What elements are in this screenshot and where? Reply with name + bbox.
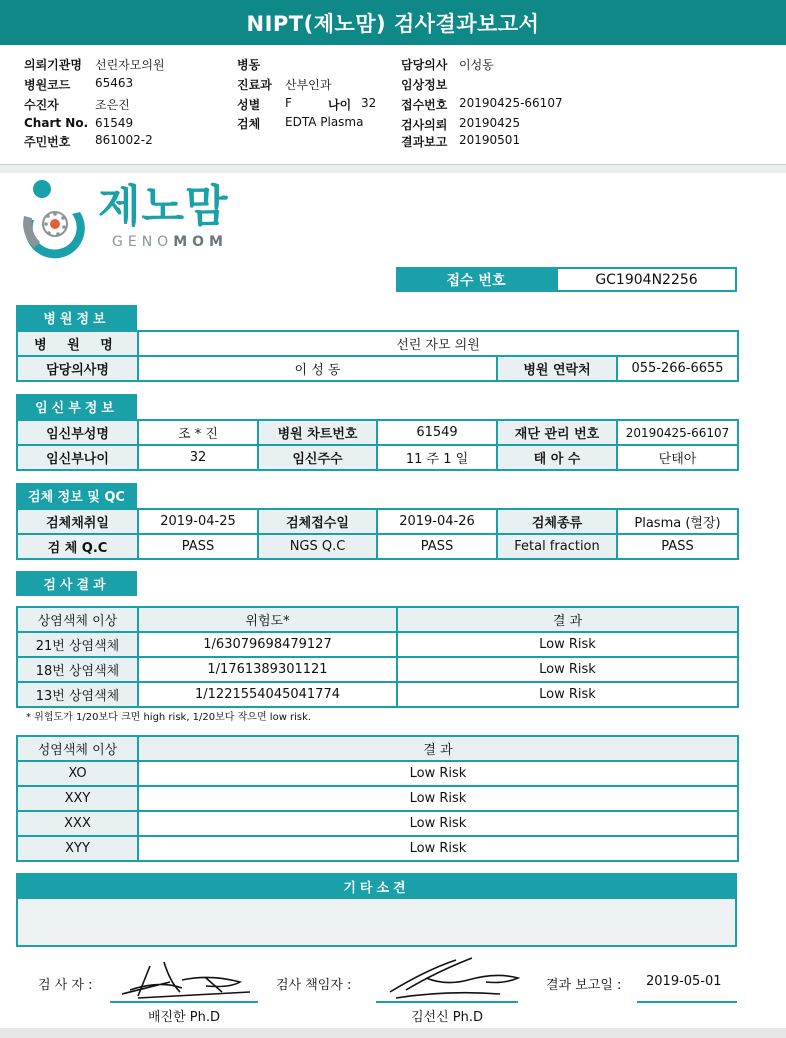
doctor-label: 담당의사명 <box>17 356 138 381</box>
section-other-findings: 기타소견 <box>16 873 737 899</box>
fetal-fraction-value: PASS <box>617 534 738 559</box>
risk-footnote: * 위험도가 1/20보다 크면 high risk, 1/20보다 작으면 low risk. <box>26 712 312 723</box>
page-bottom-bar <box>0 1028 786 1038</box>
result-value: Low Risk <box>138 811 738 836</box>
chromosome-label: 13번 상염색체 <box>17 682 138 707</box>
receipt-date-value: 2019-04-26 <box>377 509 497 534</box>
tester-label: 검 사 자 : <box>38 978 93 993</box>
risk-value: 1/1221554045041774 <box>138 682 397 707</box>
meta-label: 나이 <box>328 98 352 112</box>
logo-brand-korean <box>98 182 229 232</box>
meta-label: 성별 <box>237 98 261 112</box>
meta-value: F <box>285 96 292 110</box>
tester-signature-icon <box>110 952 260 1002</box>
result-value: Low Risk <box>138 761 738 786</box>
meta-value: EDTA Plasma <box>285 115 364 129</box>
table-row <box>17 445 738 470</box>
hospital-name-label: 병 원 명 <box>17 331 138 356</box>
logo-brand-text: 제노맘 <box>98 181 229 232</box>
management-number-label: 재단 관리 번호 <box>497 420 617 445</box>
fetal-fraction-label: Fetal fraction <box>497 534 617 559</box>
meta-value: 선린자모의원 <box>95 58 165 72</box>
hospital-info-table <box>16 330 739 382</box>
receipt-number-value: GC1904N2256 <box>556 267 737 292</box>
column-header: 위험도* <box>138 607 397 632</box>
meta-value: 산부인과 <box>285 78 332 92</box>
receipt-number-label: 접수 번호 <box>396 267 556 292</box>
table-row <box>17 761 738 786</box>
genomom-logo <box>20 176 280 260</box>
hospital-name-value: 선린 자모 의원 <box>138 331 738 356</box>
result-value: Low Risk <box>138 836 738 861</box>
meta-value: 20190425 <box>459 116 521 130</box>
meta-label: 병원코드 <box>24 78 71 92</box>
gestation-weeks-label: 임신주수 <box>258 445 377 470</box>
specimen-type-value: Plasma (혈장) <box>617 509 738 534</box>
chief-name: 김선신 Ph.D <box>410 1010 484 1025</box>
table-header-row <box>17 736 738 761</box>
sex-chromosome-label: XXX <box>17 811 138 836</box>
result-value: Low Risk <box>397 682 738 707</box>
hospital-contact-label: 병원 연락처 <box>497 356 617 381</box>
logo-brand-bold: MOM <box>173 234 228 250</box>
collection-date-value: 2019-04-25 <box>138 509 258 534</box>
chromosome-label: 18번 상염색체 <box>17 657 138 682</box>
table-row <box>17 534 738 559</box>
risk-value: 1/63079698479127 <box>138 632 397 657</box>
table-row <box>17 420 738 445</box>
meta-label: 접수번호 <box>401 98 448 112</box>
table-row <box>17 811 738 836</box>
meta-value: 조은진 <box>95 98 130 112</box>
management-number-value: 20190425-66107 <box>617 420 738 445</box>
logo-brand-english <box>112 234 228 250</box>
meta-value: 65463 <box>95 76 134 90</box>
receipt-date-label: 검체접수일 <box>258 509 377 534</box>
patient-meta-header <box>0 45 786 165</box>
meta-value: 32 <box>361 96 377 110</box>
meta-label: 검체 <box>237 117 261 131</box>
meta-label: 수진자 <box>24 98 59 112</box>
other-findings-body <box>16 899 737 947</box>
meta-label: 임상정보 <box>401 78 448 92</box>
specimen-type-label: 검체종류 <box>497 509 617 534</box>
table-row <box>17 632 738 657</box>
sex-chromosome-label: XXY <box>17 786 138 811</box>
result-value: Low Risk <box>397 657 738 682</box>
meta-value: 20190425-66107 <box>459 96 563 110</box>
chief-label: 검사 책임자 : <box>276 978 352 993</box>
specimen-qc-label: 검 체 Q.C <box>17 534 138 559</box>
report-title: NIPT(제노맘) 검사결과보고서 <box>0 0 786 45</box>
meta-value: 이성동 <box>459 58 494 72</box>
table-row <box>17 356 738 381</box>
table-row <box>17 657 738 682</box>
meta-label: 검사의뢰 <box>401 118 448 132</box>
chart-number-value: 61549 <box>377 420 497 445</box>
table-row <box>17 836 738 861</box>
risk-value: 1/1761389301121 <box>138 657 397 682</box>
chief-signature-icon <box>376 950 526 1002</box>
result-value: Low Risk <box>138 786 738 811</box>
collection-date-label: 검체채취일 <box>17 509 138 534</box>
autosome-results-table <box>16 606 739 708</box>
pregnant-name-value: 조 * 진 <box>138 420 258 445</box>
chromosome-label: 21번 상염색체 <box>17 632 138 657</box>
pregnant-name-label: 임신부성명 <box>17 420 138 445</box>
meta-label: 결과보고 <box>401 135 448 149</box>
sex-chromosome-label: XYY <box>17 836 138 861</box>
column-header: 결 과 <box>138 736 738 761</box>
section-test-results: 검사결과 <box>16 571 137 596</box>
sex-chromosome-label: XO <box>17 761 138 786</box>
table-row <box>17 786 738 811</box>
table-header-row <box>17 607 738 632</box>
doctor-value: 이 성 동 <box>138 356 497 381</box>
column-header: 상염색체 이상 <box>17 607 138 632</box>
section-specimen-qc: 검체 정보 및 QC <box>16 483 137 508</box>
specimen-info-table <box>16 508 739 560</box>
result-value: Low Risk <box>397 632 738 657</box>
report-date-label: 결과 보고일 : <box>546 978 622 993</box>
table-row <box>17 682 738 707</box>
tester-signature-line <box>110 1001 258 1003</box>
meta-label: 진료과 <box>237 78 272 92</box>
column-header: 성염색체 이상 <box>17 736 138 761</box>
section-pregnant-info: 임신부정보 <box>16 394 137 419</box>
chart-number-label: 병원 차트번호 <box>258 420 377 445</box>
pregnant-info-table <box>16 419 739 471</box>
meta-value: 861002-2 <box>95 133 153 147</box>
pregnant-age-label: 임신부나이 <box>17 445 138 470</box>
ngs-qc-label: NGS Q.C <box>258 534 377 559</box>
tester-name: 배진한 Ph.D <box>147 1010 221 1025</box>
meta-label: 담당의사 <box>401 58 448 72</box>
meta-label: Chart No. <box>24 116 89 130</box>
chief-signature-line <box>376 1001 518 1003</box>
logo-brand-light: GENO <box>112 234 174 250</box>
header-divider <box>0 165 786 173</box>
report-date-line <box>637 1001 737 1003</box>
table-row <box>17 509 738 534</box>
meta-value: 20190501 <box>459 133 521 147</box>
column-header: 결 과 <box>397 607 738 632</box>
sex-chromosome-results-table <box>16 735 739 862</box>
meta-label: 의뢰기관명 <box>24 58 82 72</box>
table-row <box>17 331 738 356</box>
gestation-weeks-value: 11 주 1 일 <box>377 445 497 470</box>
hospital-contact-value: 055-266-6655 <box>617 356 738 381</box>
section-hospital-info: 병원정보 <box>16 305 137 330</box>
fetus-count-value: 단태아 <box>617 445 738 470</box>
ngs-qc-value: PASS <box>377 534 497 559</box>
meta-label: 병동 <box>237 58 261 72</box>
meta-value: 61549 <box>95 116 134 130</box>
pregnant-age-value: 32 <box>138 445 258 470</box>
meta-label: 주민번호 <box>24 135 71 149</box>
fetus-count-label: 태 아 수 <box>497 445 617 470</box>
specimen-qc-value: PASS <box>138 534 258 559</box>
report-date-value: 2019-05-01 <box>646 974 722 989</box>
